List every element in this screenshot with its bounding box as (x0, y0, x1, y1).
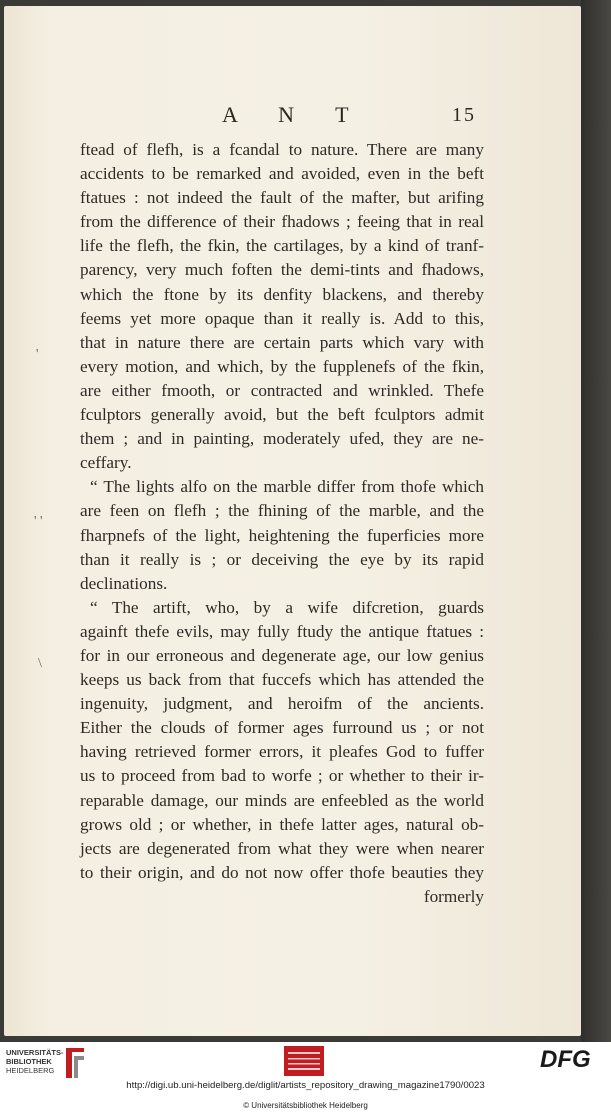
text-line: ftatues : not indeed the fault of the mafter, but arifing (80, 188, 484, 208)
center-red-logo[interactable] (284, 1046, 324, 1076)
text-line: parency, very much foften the demi-tints and fhadows, (80, 260, 484, 280)
text-line: to their origin, and do not now offer thofe beauties they (80, 862, 484, 882)
text-line: keeps us back from that fuccefs which has attended the (80, 670, 484, 690)
logo-line: UNIVERSITÄTS- (6, 1048, 64, 1057)
text-line: are either fmooth, or contracted and wrinkled. Thefe (80, 380, 484, 400)
text-line: for in our erroneous and degenerate age, our low genius (80, 645, 484, 665)
text-line: againft thefe evils, may fully ftudy the antique ftatues : (80, 621, 484, 641)
text-line: grows old ; or whether, in thefe latter ages, natural ob- (80, 814, 484, 834)
text-line: them ; and in painting, moderately ufed, they are ne- (80, 429, 484, 449)
logo-line: HEIDELBERG (6, 1066, 55, 1075)
text-line: which the ftone by its denfity blackens, and thereby (80, 284, 484, 304)
text-line: Either the clouds of former ages furround us ; or not (80, 718, 484, 738)
text-line: every motion, and which, by the fupplenefs of the fkin, (80, 356, 484, 376)
page-number: 15 (452, 104, 476, 126)
text-line: ingenuity, judgment, and heroifm of the ancients. (80, 694, 484, 714)
text-line: ftead of flefh, is a fcandal to nature. There are many (80, 140, 484, 159)
text-line: life the flefh, the fkin, the cartilages, by a kind of tranf- (80, 236, 484, 256)
running-head: A N T (222, 102, 367, 127)
dfg-logo[interactable]: DFG (540, 1046, 591, 1073)
margin-mark: \ (38, 656, 42, 671)
text-line: that in nature there are certain parts which vary with (80, 332, 484, 352)
logo-line: BIBLIOTHEK (6, 1057, 52, 1066)
text-line: from the difference of their fhadows ; feeing that in real (80, 212, 484, 232)
text-line: declinations. (80, 573, 168, 593)
text-line: feems yet more opaque than it really is. Add to this, (80, 308, 484, 328)
margin-mark: ' (36, 347, 39, 362)
permalink-url[interactable]: http://digi.ub.uni-heidelberg.de/diglit/artists_repository_drawing_magazine1790/0023 (126, 1080, 485, 1091)
page-edge (581, 0, 611, 1042)
stamp-logo-icon (284, 1046, 324, 1076)
page-header (4, 102, 581, 132)
text-line: accidents to be remarked and avoided, even in the beft (80, 164, 484, 184)
text-line: jects are degenerated from what they were when nearer (80, 838, 484, 858)
university-library-logo[interactable] (6, 1046, 86, 1082)
body-text (80, 138, 484, 909)
text-line: “ The artift, who, by a wife difcretion, guards (90, 597, 484, 617)
text-line: reparable damage, our minds are enfeebled as the world (80, 790, 484, 810)
heidelberg-emblem-icon (62, 1046, 88, 1080)
text-line: us to proceed from bad to worfe ; or whether to their ir- (80, 766, 484, 786)
text-line: “ The lights alfo on the marble differ from thofe which (90, 477, 484, 497)
book-page (4, 6, 581, 1036)
copyright-notice: © Universitätsbibliothek Heidelberg (243, 1101, 368, 1110)
margin-mark: ' ' (34, 514, 43, 529)
text-line: fculptors generally avoid, but the beft fculptors admit (80, 405, 484, 425)
text-line: than it really is ; or deceiving the eye by its rapid (80, 549, 484, 569)
text-line: are feen on flefh ; the fhining of the marble, and the (80, 501, 484, 521)
text-line: ceffary. (80, 453, 132, 473)
text-line: having retrieved former errors, it pleafes God to fuffer (80, 742, 484, 762)
logo-text (6, 1048, 64, 1075)
text-line: fharpnefs of the light, heightening the fuperficies more (80, 525, 484, 545)
catchword: formerly (423, 886, 484, 906)
